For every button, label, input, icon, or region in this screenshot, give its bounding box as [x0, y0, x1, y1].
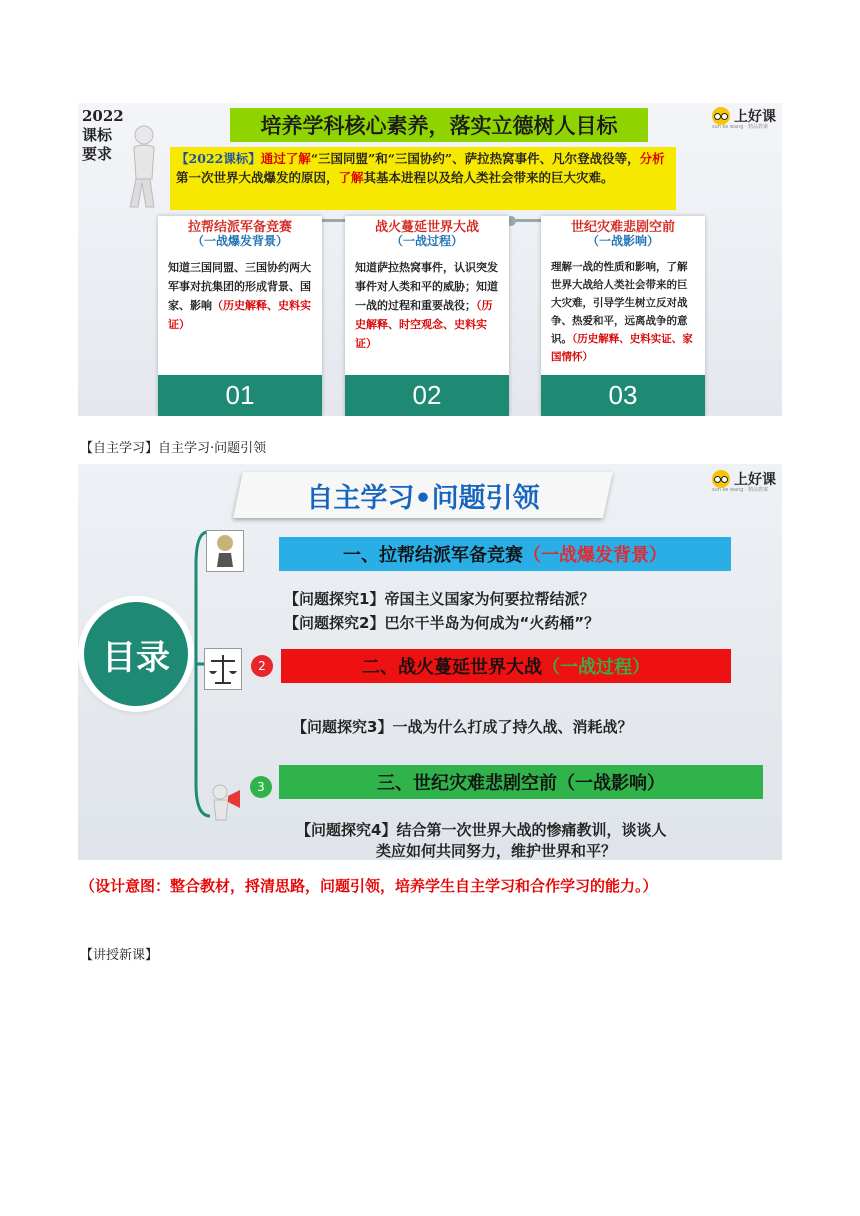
standard-prefix: 【2022课标】	[176, 151, 261, 166]
logo-text: 上好课	[734, 472, 776, 488]
thinking-person-icon	[120, 123, 164, 209]
standard-verb: 分析	[639, 151, 665, 166]
section-caption-self-study: 【自主学习】自主学习·问题引领	[80, 441, 267, 456]
card-number: 01	[158, 375, 322, 416]
contents-slide	[78, 464, 782, 860]
question-item: 【问题探究4】结合第一次世界大战的惨痛教训，谈谈人	[296, 821, 667, 839]
logo-subtext: sun ke wang · 精品教案	[712, 124, 769, 130]
card-body	[355, 258, 501, 353]
card-body	[551, 258, 697, 366]
year-tag-line: 课标	[82, 126, 113, 144]
card-subtitle: （一战影响）	[586, 234, 659, 248]
curriculum-standard-text	[170, 147, 676, 210]
globe-vase-icon	[206, 530, 244, 572]
card-literacy-note: （历史解释、史料实证）	[168, 299, 311, 331]
card-text: 知道三国同盟、三国协约两大军事对抗集团的形成背景、国家、影响	[168, 261, 311, 312]
question-item: 【问题探究2】巴尔干半岛为何成为“火药桶”？	[284, 614, 600, 632]
year-tag-line: 要求	[82, 145, 113, 163]
card-subtitle: （一战爆发背景）	[191, 234, 288, 248]
slide-banner: 培养学科核心素养，落实立德树人目标	[230, 108, 648, 142]
card-subtitle: （一战过程）	[390, 234, 463, 248]
design-intent-text: （设计意图：整合教材，捋清思路，问题引领，培养学生自主学习和合作学习的能力。）	[80, 877, 658, 895]
card-body	[168, 258, 314, 334]
goal-card	[541, 216, 705, 416]
standard-text: 其基本进程以及给人类社会带来的巨大灾难。	[363, 170, 614, 185]
logo-subtext: sun ke wang · 精品教案	[712, 487, 769, 493]
megaphone-person-icon	[206, 782, 246, 832]
course-standard-slide	[78, 103, 782, 416]
card-number: 03	[541, 375, 705, 416]
brand-logo	[712, 106, 776, 130]
card-number: 02	[345, 375, 509, 416]
section-title: 三、世纪灾难悲剧空前（一战影响）	[377, 773, 665, 794]
slide-title: 自主学习•问题引领	[306, 482, 540, 514]
question-item: 【问题探究3】一战为什么打成了持久战、消耗战？	[292, 718, 633, 736]
card-literacy-note: （历史解释、时空观念、史料实证）	[355, 299, 493, 350]
section-bar-3	[279, 765, 763, 799]
standard-verb: 了解	[338, 170, 364, 185]
section-number-badge: 3	[250, 776, 272, 798]
section-title: 二、战火蔓延世界大战	[362, 657, 542, 678]
question-item: 【问题探究1】帝国主义国家为何要拉帮结派？	[284, 590, 595, 608]
section-caption-new-lesson: 【讲授新课】	[80, 948, 159, 963]
section-subtitle: （一战过程）	[542, 657, 650, 678]
card-text: 理解一战的性质和影响，了解世界大战给人类社会带来的巨大灾难，引导学生树立反对战争、热爱和平，远离战争的意识。	[551, 261, 688, 345]
standard-text: “三国同盟”和“三国协约”、萨拉热窝事件、凡尔登战役等，	[310, 151, 640, 166]
section-title: 一、拉帮结派军备竞赛	[343, 545, 523, 566]
question-item: 类应如何共同努力，维护世界和平？	[376, 842, 617, 860]
goal-card	[345, 216, 509, 416]
section-bar-1	[279, 537, 731, 571]
standard-verb: 通过了解	[260, 151, 311, 166]
year-tag-line: 2022	[82, 107, 124, 125]
logo-text: 上好课	[734, 109, 776, 125]
card-title: 世纪灾难悲剧空前	[570, 220, 675, 235]
card-title: 战火蔓延世界大战	[374, 220, 479, 235]
card-literacy-note: （历史解释、史料实证、家国情怀）	[551, 333, 693, 363]
brand-logo	[712, 469, 776, 493]
standard-text: 第一次世界大战爆发的原因，	[176, 170, 339, 185]
section-bar-2	[281, 649, 731, 683]
section-number-badge: 2	[251, 655, 273, 677]
card-title: 拉帮结派军备竞赛	[187, 220, 292, 235]
scales-icon	[204, 648, 242, 690]
goal-card	[158, 216, 322, 416]
section-subtitle: （一战爆发背景）	[523, 545, 667, 566]
contents-circle: 目录	[84, 602, 188, 706]
card-text: 知道萨拉热窝事件，认识突发事件对人类和平的威胁；知道一战的过程和重要战役；	[355, 261, 498, 312]
standard-year-tag	[82, 107, 122, 164]
